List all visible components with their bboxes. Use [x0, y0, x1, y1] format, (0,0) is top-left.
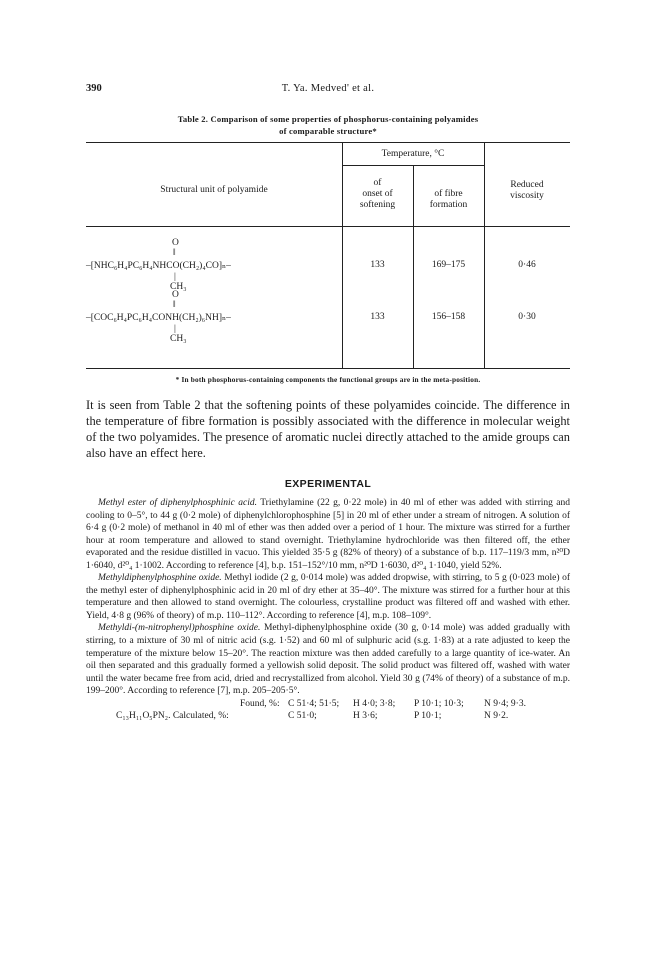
- paragraph-text: Triethylamine (22 g, 0·22 mole) in 40 ml of ether was added with stirring and cooling to 0–5°, to 44 g (0·2 mole) of diphenylchlorophosphine [5] in 20 ml of ether under a stream of nitrogen. A solution of 6·4 g (0·2 mole) of methanol in 40 ml of ether was then added over a period of 1 hour. The mixture was stirred for a further hour at room temperature and allowed to stand overnight. Triethylamine hydrochloride was then filtered off, the ether evaporated and the residue distilled in vacuo. This yielded 35·5 g (82% of theory) of a substance of b.p. 117–119/3 mm, n²⁰D 1·6040, d²⁰₄ 1·1002. According to reference [4], b.p. 151–152°/10 mm, n²⁰D 1·6030, d²⁰₄ 1·1040, yield 52%.: [86, 498, 570, 571]
- structural-formula: –[NHC₆H₄PC₆H₄NHCO(CH₂)₄CO]ₙ–: [86, 261, 231, 271]
- paragraph-heading: Methyldi-(m-nitrophenyl)phosphine oxide.: [98, 623, 261, 634]
- table-bottom-rule: [86, 368, 570, 369]
- table-header-rule: [86, 226, 570, 227]
- header-text: formation: [429, 200, 468, 210]
- page-number: 390: [86, 83, 102, 94]
- experimental-body: [86, 497, 570, 723]
- cell-fibre: 169–175: [431, 260, 466, 270]
- cell-onset: 133: [370, 312, 385, 322]
- double-bond: ‖: [173, 248, 176, 258]
- oxygen-label: O: [172, 290, 179, 300]
- paragraph-text: Methyl iodide (2 g, 0·014 mole) was added dropwise, with stirring, to 5 g (0·023 mole) of the methyl ester of diphenylphosphinic acid in 20 ml of dry ether at 35–40°. The mixture was stirred for a further hour at this temperature and then allowed to stand overnight. The colourless, crystalline product was filtered off and washed with ether. Yield, 4·8 g (96% of theory) of m.p. 110–112°. According to reference [4], m.p. 108–109°.: [86, 573, 570, 621]
- header-text: onset of: [362, 189, 393, 199]
- analysis-found-line: [86, 698, 570, 711]
- cell-viscosity: 0·46: [518, 260, 536, 270]
- section-title: EXPERIMENTAL: [284, 478, 372, 490]
- paragraph-methyl-ester: [86, 497, 570, 572]
- table-column-divider: [342, 142, 343, 368]
- structural-formula: –[COC₆H₄PC₆H₄CONH(CH₂)₆NH]ₙ–: [86, 313, 231, 323]
- molecular-formula: C₁₃H₁₁O₅PN₂. Calculated, %:: [116, 711, 229, 722]
- paragraph-phosphine-oxide: [86, 572, 570, 622]
- running-title: T. Ya. Medved' et al.: [281, 83, 375, 94]
- table-footnote: * In both phosphorus-containing components the functional groups are in the meta-position.: [175, 375, 481, 384]
- single-bond: |: [174, 324, 176, 334]
- single-bond: |: [174, 272, 176, 282]
- oxygen-label: O: [172, 238, 179, 248]
- table-column-divider: [484, 142, 485, 368]
- table-caption-line-2: of comparable structure*: [279, 126, 377, 136]
- column-header-structural-unit: Structural unit of polyamide: [160, 185, 268, 195]
- analysis-calculated-line: [86, 710, 570, 723]
- header-text: of: [373, 178, 382, 188]
- header-text: viscosity: [510, 191, 544, 201]
- column-header-temperature: Temperature, °C: [381, 149, 445, 159]
- column-header-onset-softening: [342, 178, 413, 211]
- header-text: Reduced: [510, 180, 544, 190]
- double-bond: ‖: [173, 300, 176, 310]
- calc-hydrogen: H 3·6;: [353, 711, 378, 722]
- column-header-reduced-viscosity: [484, 180, 570, 202]
- table-caption-line-1: Table 2. Comparison of some properties of phosphorus-containing polyamides: [177, 114, 479, 124]
- found-phosphorus: P 10·1; 10·3;: [414, 698, 464, 709]
- paragraph-text: Methyl-diphenylphosphine oxide (30 g, 0·14 mole) was added gradually with stirring, to a mixture of 30 ml of nitric acid (s.g. 1·52) and 60 ml of sulphuric acid (s.g. 1·83) at a rate adjusted to keep the temperature of the mixture below 15–20°. The reaction mixture was then added carefully to a large quantity of ice-water. An oil then separated and this gradually formed a yellowish solid deposit. The solid product was filtered off, washed with water until the water became free from acid, dried and recrystallized from alcohol. Yield 30 g (74% of theory) of a substance of m.p. 199–200°. According to reference [7], m.p. 205–205·5°.: [86, 623, 571, 697]
- table-caption: [86, 113, 570, 137]
- cell-onset: 133: [370, 260, 385, 270]
- paragraph-heading: Methyldiphenylphosphine oxide.: [98, 573, 222, 584]
- cell-fibre: 156–158: [431, 312, 466, 322]
- paragraph-nitrophenyl: [86, 622, 570, 697]
- header-text: softening: [359, 200, 396, 210]
- header-text: of fibre: [434, 189, 463, 199]
- paragraph-heading: Methyl ester of diphenylphosphinic acid.: [98, 498, 257, 508]
- calc-phosphorus: P 10·1;: [414, 711, 442, 722]
- found-hydrogen: H 4·0; 3·8;: [353, 698, 396, 709]
- calc-carbon: C 51·0;: [288, 711, 317, 722]
- found-nitrogen: N 9·4; 9·3.: [484, 698, 526, 709]
- table-top-rule: [86, 142, 570, 143]
- found-label: Found, %:: [240, 698, 280, 709]
- methyl-label: CH₃: [170, 334, 187, 344]
- methyl-label: CH₃: [170, 282, 187, 292]
- found-carbon: C 51·4; 51·5;: [288, 698, 340, 709]
- cell-viscosity: 0·30: [518, 312, 536, 322]
- column-header-fibre-formation: [413, 189, 484, 211]
- intro-paragraph: It is seen from Table 2 that the softening points of these polyamides coincide. The difference in the temperature of fibre formation is possibly associated with the difference in molecular weight of the two polyamides. The presence of aromatic nuclei directly attached to the amide groups can also have an effect here.: [86, 398, 570, 460]
- calc-nitrogen: N 9·2.: [484, 711, 509, 722]
